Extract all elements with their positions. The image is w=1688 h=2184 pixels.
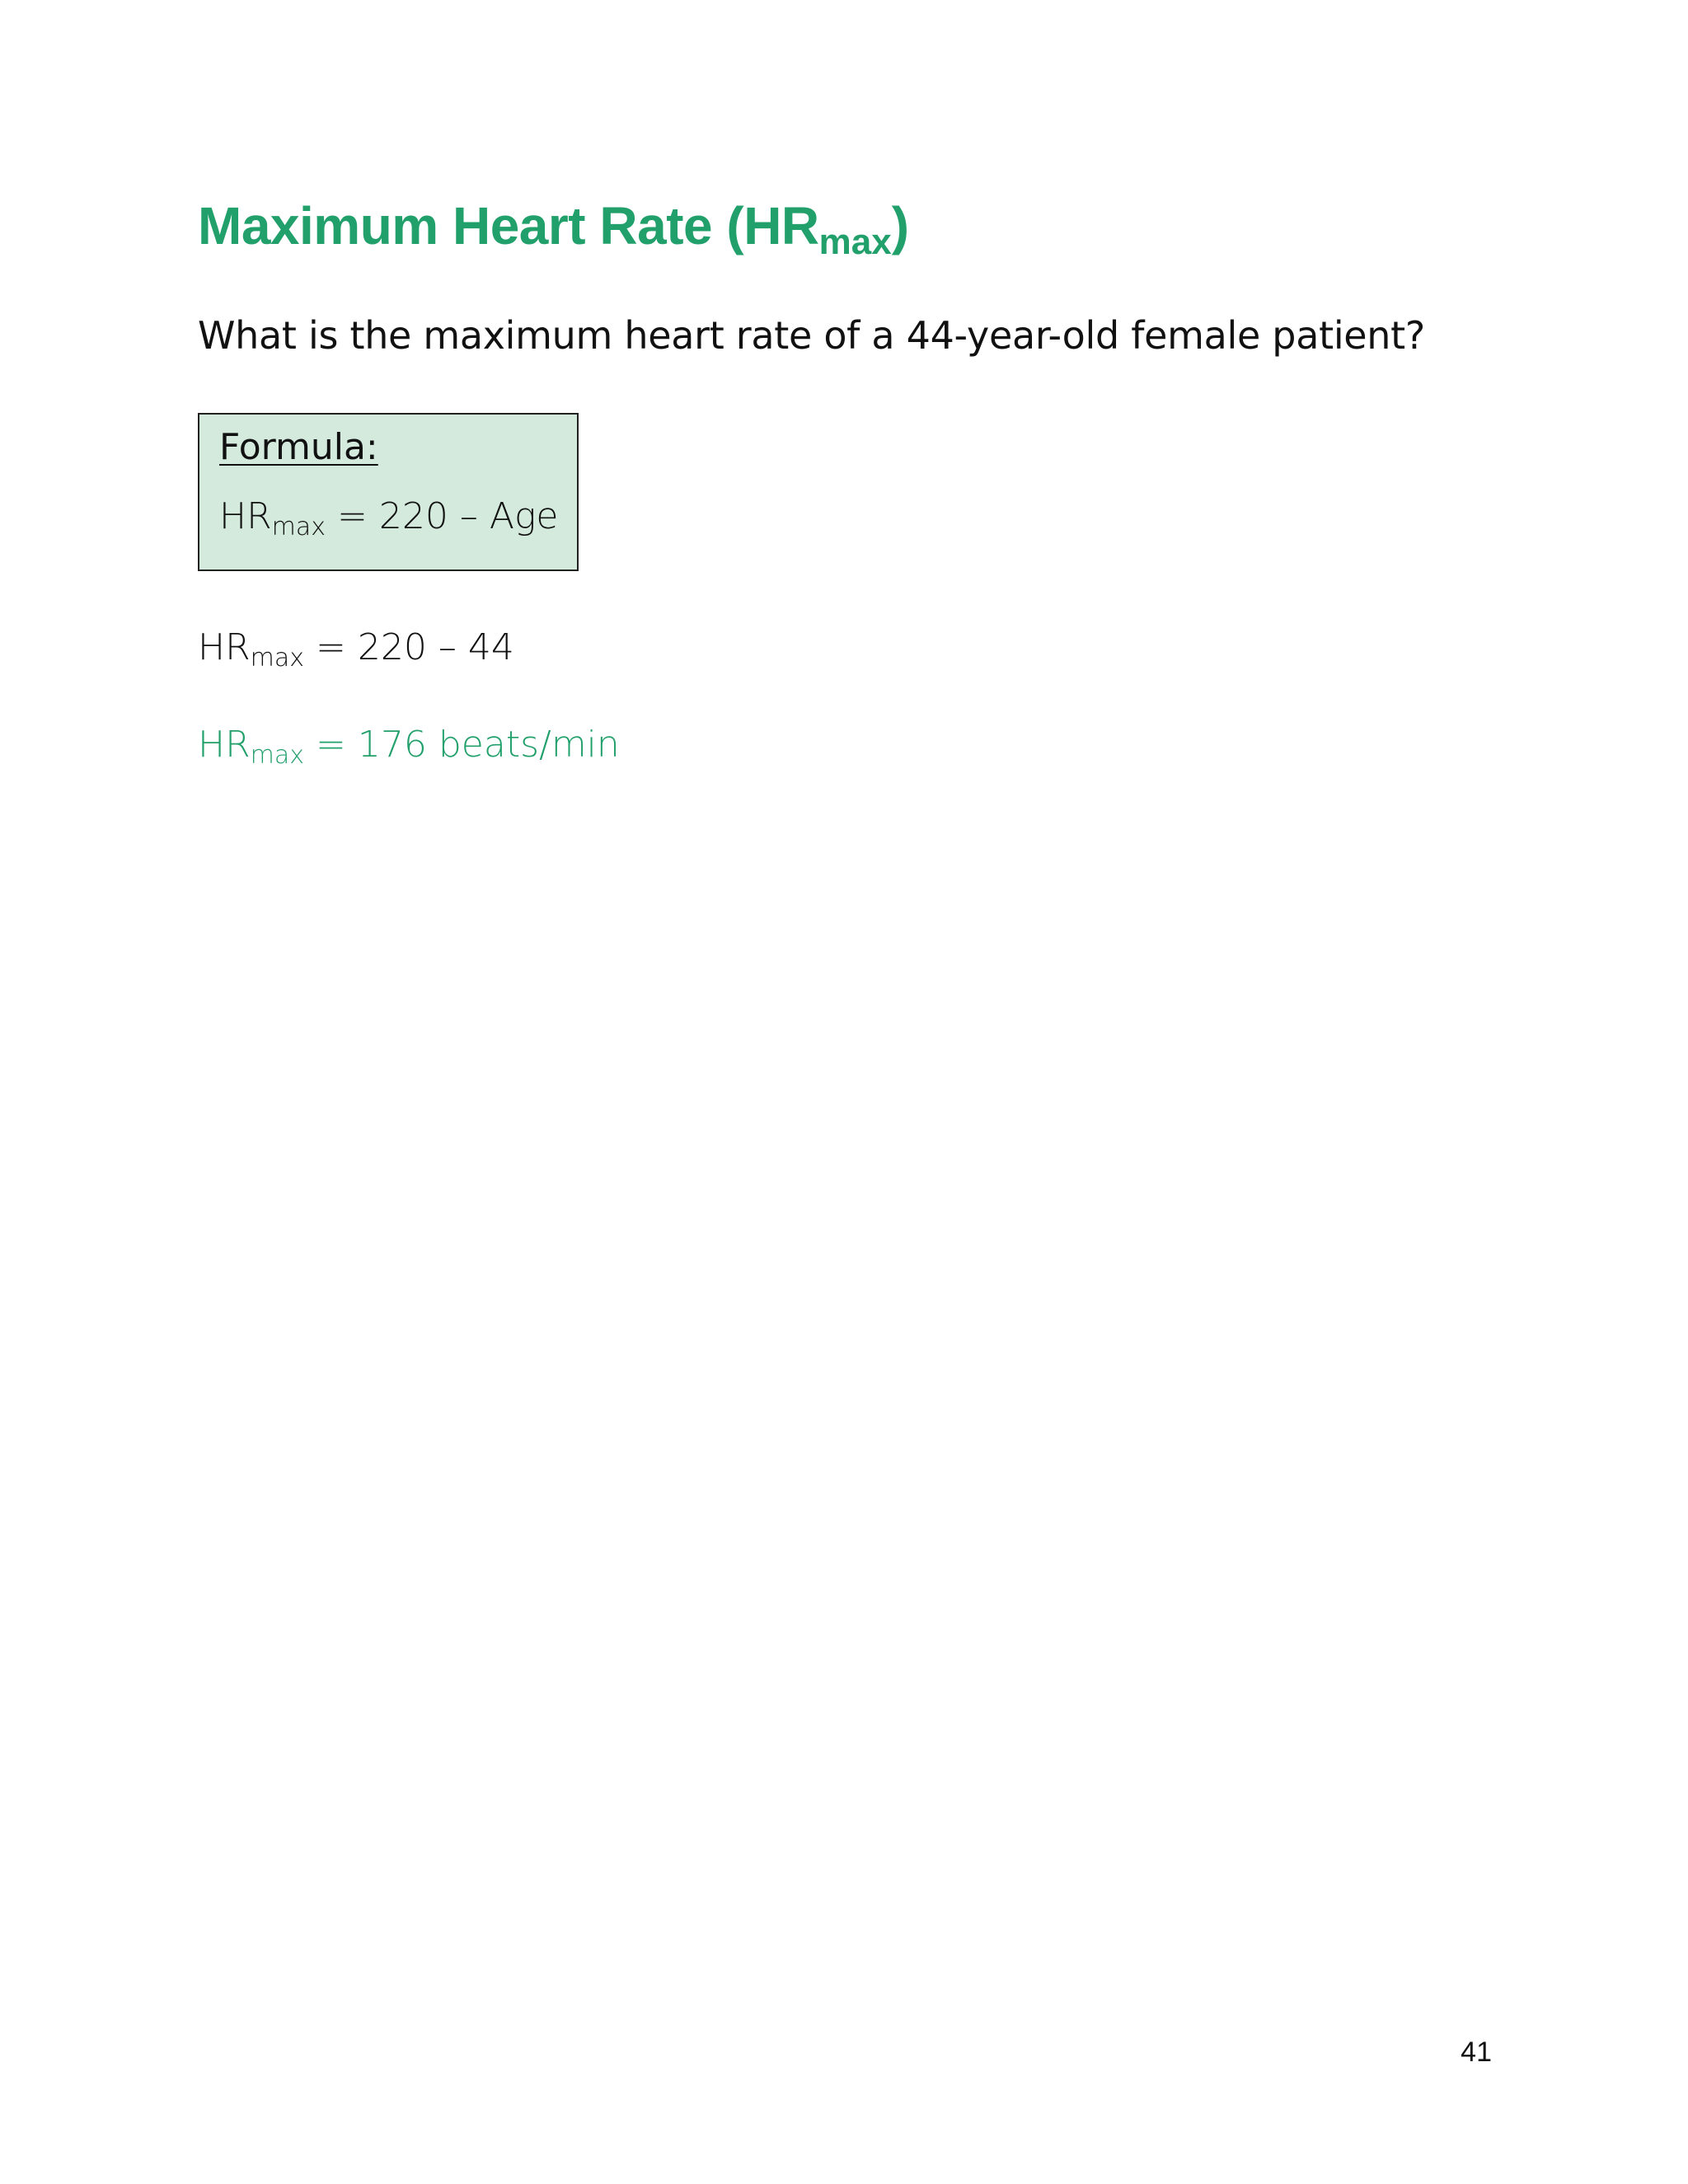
result-rhs: = 176 beats/min xyxy=(304,724,620,766)
page-title xyxy=(198,196,909,264)
formula-expression xyxy=(219,495,558,542)
formula-lhs: HR xyxy=(219,495,272,537)
title-subscript: max xyxy=(818,222,892,262)
step-rhs: = 220 – 44 xyxy=(304,626,514,668)
page-number: 41 xyxy=(1461,2036,1492,2068)
calculation-step xyxy=(198,626,514,673)
formula-rhs: = 220 – Age xyxy=(326,495,559,537)
result-lhs: HR xyxy=(198,724,251,766)
title-main: Maximum Heart Rate (HR xyxy=(198,196,819,255)
formula-label: Formula: xyxy=(219,426,378,468)
step-lhs: HR xyxy=(198,626,251,668)
calculation-result xyxy=(198,724,620,771)
title-close: ) xyxy=(891,196,909,255)
result-lhs-subscript: max xyxy=(250,741,305,770)
question-text: What is the maximum heart rate of a 44-year-old female patient? xyxy=(198,313,1426,358)
formula-box xyxy=(198,413,579,571)
step-lhs-subscript: max xyxy=(250,644,305,673)
formula-lhs-subscript: max xyxy=(271,513,326,541)
